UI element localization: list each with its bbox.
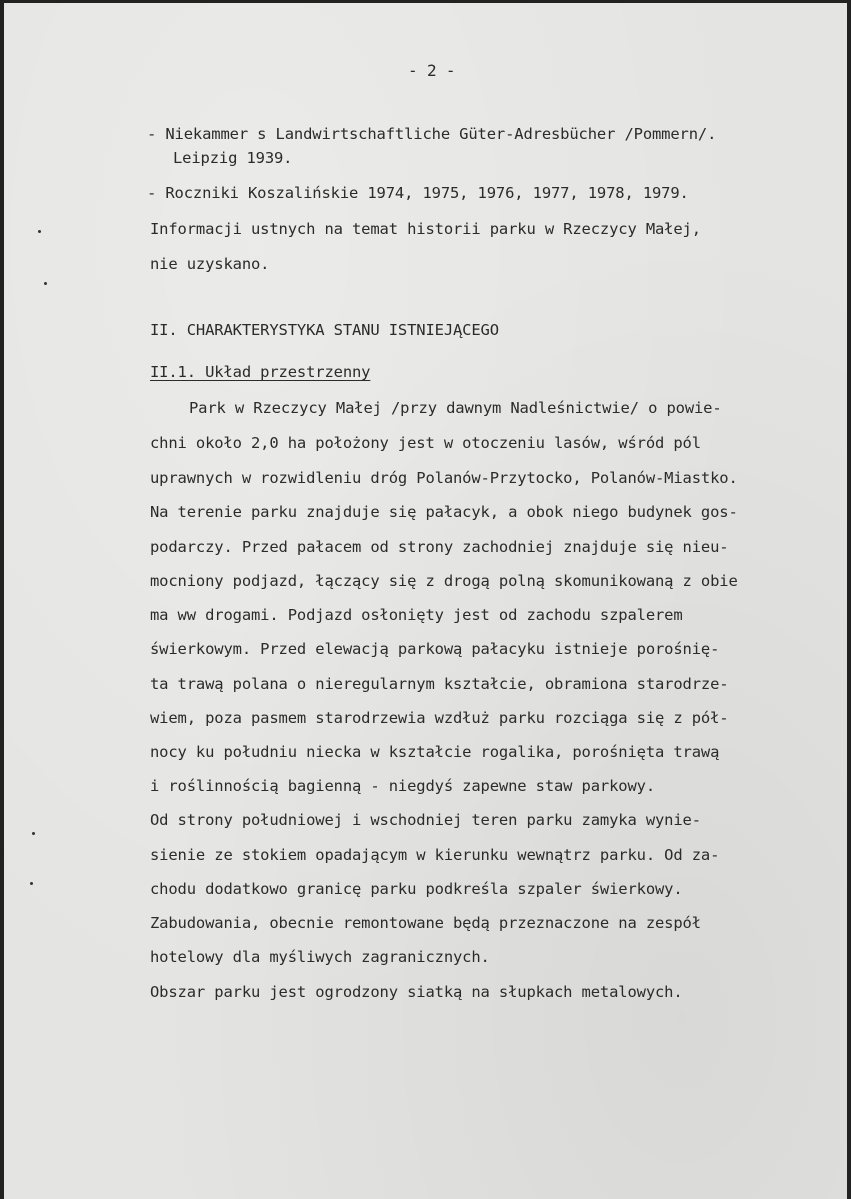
margin-mark [38,230,41,233]
body-line: Od strony południowej i wschodniej teren parku zamyka wynie- [150,811,701,829]
body-line: chodu dodatkowo granicę parku podkreśla szpaler świerkowy. [150,880,683,898]
margin-mark [32,832,35,835]
body-line: uprawnych w rozwidleniu dróg Polanów-Przytocko, Polanów-Miastko. [150,469,738,487]
margin-mark [44,282,47,285]
source-line: - Niekammer s Landwirtschaftliche Güter-Adresbücher /Pommern/. [147,125,717,143]
page-number: - 2 - [408,61,456,80]
source-line: Informacji ustnych na temat historii parku w Rzeczycy Małej, [150,220,701,238]
body-line: Na terenie parku znajduje się pałacyk, a obok niego budynek gos- [150,503,738,521]
scan-edge-right [847,0,851,1199]
section-heading: II. CHARAKTERYSTYKA STANU ISTNIEJĄCEGO [150,321,499,339]
body-line: ta trawą polana o nieregularnym kształcie, obramiona starodrze- [150,675,729,693]
margin-mark [30,882,33,885]
body-line: świerkowym. Przed elewacją parkową pałacyku istnieje porośnię- [150,640,720,658]
body-line: Obszar parku jest ogrodzony siatką na słupkach metalowych. [150,983,683,1001]
body-line: hotelowy dla myśliwych zagranicznych. [150,948,490,966]
source-line: nie uzyskano. [150,255,270,273]
body-line: ma ww drogami. Podjazd osłonięty jest od zachodu szpalerem [150,606,683,624]
body-line: chni około 2,0 ha położony jest w otoczeniu lasów, wśród pól [150,434,701,452]
body-line: Zabudowania, obecnie remontowane będą przeznaczone na zespół [150,914,701,932]
subsection-heading: II.1. Układ przestrzenny [150,363,371,381]
scan-edge-top [0,0,851,3]
body-line: i roślinnością bagienną - niegdyś zapewne staw parkowy. [150,777,655,795]
body-line: wiem, poza pasmem starodrzewia wzdłuż parku rozciąga się z pół- [150,709,729,727]
source-line: - Roczniki Koszalińskie 1974, 1975, 1976, 1977, 1978, 1979. [147,184,689,202]
source-line: Leipzig 1939. [173,149,293,167]
scan-edge-left [0,0,4,1199]
body-line: sienie ze stokiem opadającym w kierunku wewnątrz parku. Od za- [150,846,720,864]
body-line: Park w Rzeczycy Małej /przy dawnym Nadleśnictwie/ o powie- [189,399,722,417]
body-line: podarczy. Przed pałacem od strony zachodniej znajduje się nieu- [150,538,729,556]
body-line: nocy ku południu niecka w kształcie rogalika, porośnięta trawą [150,743,720,761]
body-line: mocniony podjazd, łączący się z drogą polną skomunikowaną z obie [150,572,738,590]
